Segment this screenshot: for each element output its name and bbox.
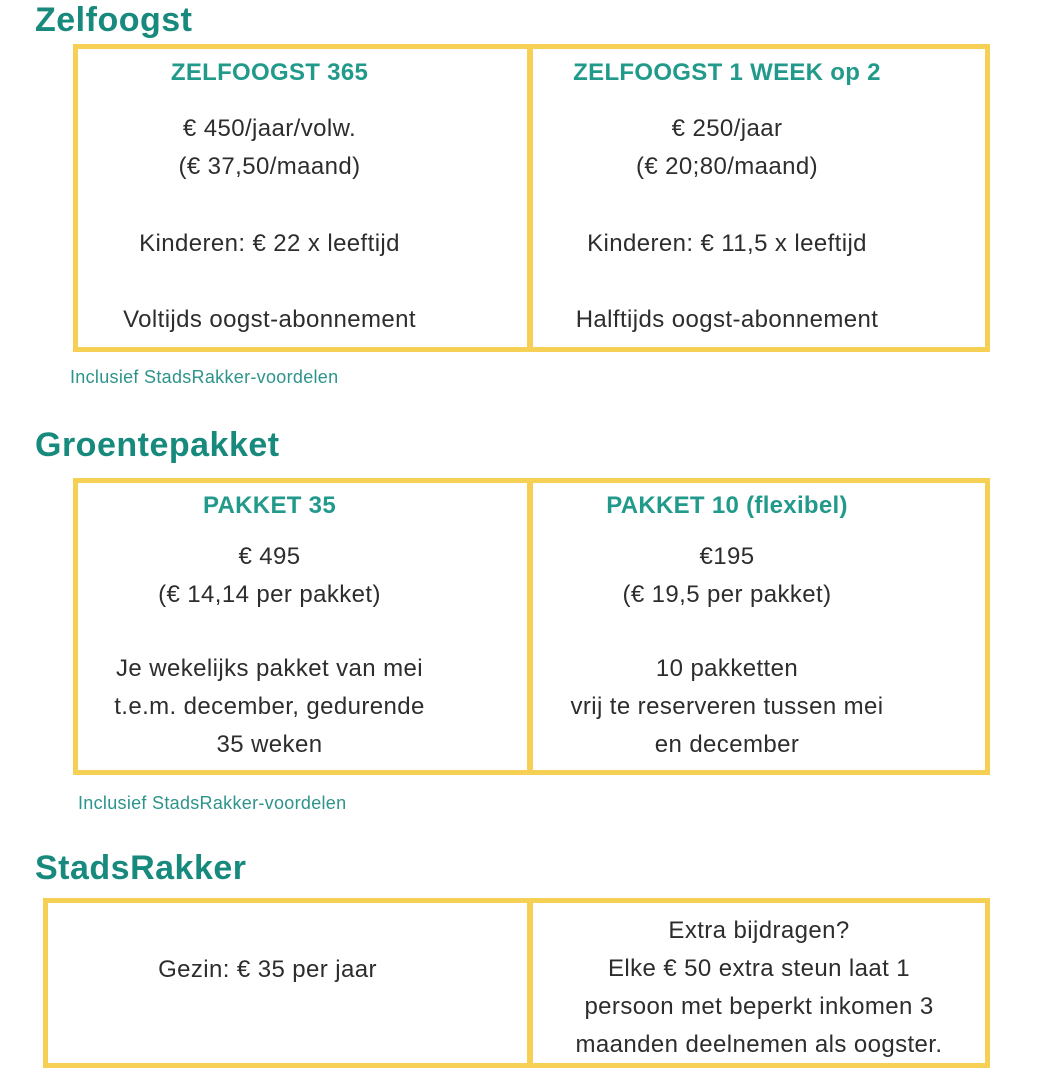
subscription-type-line: Voltijds oogst-abonnement	[123, 306, 416, 333]
price-sub-line: (€ 19,5 per pakket)	[622, 581, 832, 608]
price-block	[533, 538, 921, 614]
stadsrakker-benefits-note: Inclusief StadsRakker-voordelen	[70, 367, 339, 387]
price-sub-line: (€ 37,50/maand)	[178, 153, 361, 180]
price-line: € 450/jaar/volw.	[182, 115, 357, 142]
children-price-line: Kinderen: € 22 x leeftijd	[139, 230, 400, 257]
plan-cell-zelfoogst-365	[78, 49, 533, 347]
pricing-table-groentepakket	[73, 478, 990, 775]
price-line: € 250/jaar	[671, 115, 783, 142]
plan-header: PAKKET 35	[203, 492, 336, 519]
plan-header: ZELFOOGST 365	[170, 59, 369, 86]
description-line: t.e.m. december, gedurende	[114, 693, 425, 720]
extra-contribution-line: Elke € 50 extra steun laat 1	[607, 955, 911, 982]
family-price-line: Gezin: € 35 per jaar	[158, 956, 377, 983]
description-line: en december	[654, 731, 800, 758]
family-price-cell	[48, 903, 533, 1063]
plan-header: PAKKET 10 (flexibel)	[606, 492, 848, 519]
extra-contribution-line: persoon met beperkt inkomen 3	[584, 993, 934, 1020]
section-heading-zelfoogst: Zelfoogst	[35, 1, 193, 39]
plan-header: ZELFOOGST 1 WEEK op 2	[573, 59, 881, 86]
price-line: € 495	[238, 543, 301, 570]
pricing-table-stadsrakker	[43, 898, 990, 1068]
price-block	[78, 538, 461, 614]
section-heading-stadsrakker: StadsRakker	[35, 849, 247, 887]
price-sub-line: (€ 20;80/maand)	[635, 153, 819, 180]
price-line: €195	[699, 543, 755, 570]
description-line: Je wekelijks pakket van mei	[116, 655, 423, 682]
plan-cell-zelfoogst-1-week-op-2	[533, 49, 985, 347]
stadsrakker-benefits-note: Inclusief StadsRakker-voordelen	[78, 793, 347, 813]
extra-contribution-line: maanden deelnemen als oogster.	[575, 1031, 943, 1058]
extra-contribution-line: Extra bijdragen?	[668, 917, 850, 944]
plan-cell-pakket-35	[78, 483, 533, 770]
description-line: 10 pakketten	[655, 655, 799, 682]
plan-description	[78, 650, 461, 764]
section-heading-groentepakket: Groentepakket	[35, 426, 280, 464]
plan-description	[533, 650, 921, 764]
plan-cell-pakket-10	[533, 483, 985, 770]
extra-contribution-cell	[533, 903, 985, 1063]
price-block	[533, 110, 921, 186]
description-line: 35 weken	[216, 731, 323, 758]
pricing-table-zelfoogst	[73, 44, 990, 352]
price-sub-line: (€ 14,14 per pakket)	[158, 581, 381, 608]
description-line: vrij te reserveren tussen mei	[570, 693, 884, 720]
children-price-line: Kinderen: € 11,5 x leeftijd	[587, 230, 867, 257]
price-block	[78, 110, 461, 186]
subscription-type-line: Halftijds oogst-abonnement	[575, 306, 879, 333]
